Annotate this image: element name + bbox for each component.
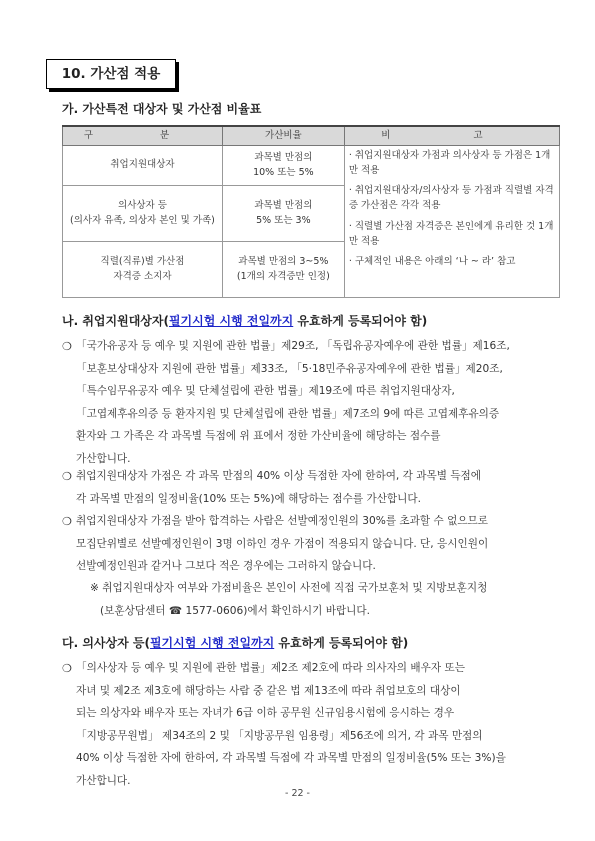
paragraph-b2: 취업지원대상자 가점은 각 과목 만점의 40% 이상 득점한 자에 한하여, 각 과목별 득점에 각 과목별 만점의 일정비율(10% 또는 5%)에 해당하는 점수를 가산합니다.: [76, 470, 482, 505]
note-cell: [344, 146, 559, 298]
note-item: · 취업지원대상자 가점과 의사상자 등 가점은 1개만 적용: [348, 150, 551, 176]
row2-rate: 과목별 만점의 5% 또는 3%: [222, 186, 344, 242]
note-item: · 취업지원대상자/의사상자 등 가점과 직렬별 자격증 가산점은 각각 적용: [348, 185, 554, 212]
page-number: - 22 -: [285, 788, 310, 799]
bullet-icon: ❍: [62, 340, 72, 353]
row2-category: 의사상자 등 (의사자 유족, 의상자 본인 및 가족): [63, 186, 223, 242]
row3-rate: 과목별 만점의 3~5% (1개의 자격증만 인정): [222, 242, 344, 298]
bullet-icon: ❍: [62, 470, 72, 483]
row1-category: 취업지원대상자: [63, 146, 223, 186]
highlight-deadline: 필기시험 시행 전일까지: [168, 314, 294, 328]
row3-category: 직렬(직류)별 가산점 자격증 소지자: [63, 242, 223, 298]
note-b: ※ 취업지원대상자 여부와 가점비율은 본인이 사전에 직접 국가보훈처 및 지방보훈지청 (보훈상담센터 ☎ 1577-0606)에서 확인하시기 바랍니다.: [90, 582, 488, 617]
section-title: 10. 가산점 적용: [61, 66, 161, 82]
sub-heading-a: 가. 가산특전 대상자 및 가산점 비율표: [62, 102, 262, 116]
row1-rate: 과목별 만점의 10% 또는 5%: [222, 146, 344, 186]
sub-heading-c: 다. 의사상자 등(필기시험 시행 전일까지 유효하게 등록되어야 함): [62, 636, 409, 650]
header-rate: 가산비율: [222, 126, 344, 146]
bonus-rate-table: [62, 125, 560, 298]
note-item: · 직렬별 가산점 자격증은 본인에게 유리한 것 1개만 적용: [348, 220, 554, 247]
paragraph-b1: 「국가유공자 등 예우 및 지원에 관한 법률」제29조, 「독립유공자예우에 관한 법률」제16조, 「보훈보상대상자 지원에 관한 법률」제33조, 「5·18민주유공자예우에 관한 법률」제20조, 「특수임무유공자 예우 및 단체설립에 관한 법률」제19조에 따른 취업지원대상자, 「고엽제후유의증 등 환자지원 및 단체설립에 관한 법률」제7조의 9에 따른 고엽제후유의증 환자와 그 가족은 각 과목별 득점에 위 표에서 정한 가산비율에 해당하는 점수를 가산합니다.: [76, 340, 510, 465]
bullet-icon: ❍: [62, 662, 72, 675]
header-note: 비 고: [344, 126, 559, 146]
header-category: 구 분: [63, 126, 223, 146]
paragraph-c1: 「의사상자 등 예우 및 지원에 관한 법률」제2조 제2호에 따라 의사자의 배우자 또는 자녀 및 제2조 제3호에 해당하는 사람 중 같은 법 제13조에 따라 취업보호의 대상이 되는 의상자와 배우자 또는 자녀가 6급 이하 공무원 신규임용시험에 응시하는 경우 「지방공무원법」 제34조의 2 및 「지방공무원 임용령」제56조에 의거, 각 과목 만점의 40% 이상 득점한 자에 한하여, 각 과목별 득점에 각 과목별 만점의 일정비율(5% 또는 3%)을 가산합니다.: [76, 662, 506, 787]
note-item: · 구체적인 내용은 아래의 ‘나 ~ 라’ 참고: [348, 256, 516, 268]
highlight-deadline: 필기시험 시행 전일까지: [149, 636, 275, 650]
paragraph-b3: 취업지원대상자 가점을 받아 합격하는 사람은 선발예정인원의 30%를 초과할 수 없으므로 모집단위별로 선발예정인원이 3명 이하인 경우 가점이 적용되지 않습니다. 단, 응시인원이 선발예정인원과 같거나 그보다 적은 경우에는 그러하지 않습니다.: [76, 515, 489, 573]
bullet-icon: ❍: [62, 515, 72, 528]
sub-heading-b: 나. 취업지원대상자(필기시험 시행 전일까지 유효하게 등록되어야 함): [62, 314, 428, 328]
table-row: [63, 146, 560, 186]
table-header-row: [63, 126, 560, 146]
